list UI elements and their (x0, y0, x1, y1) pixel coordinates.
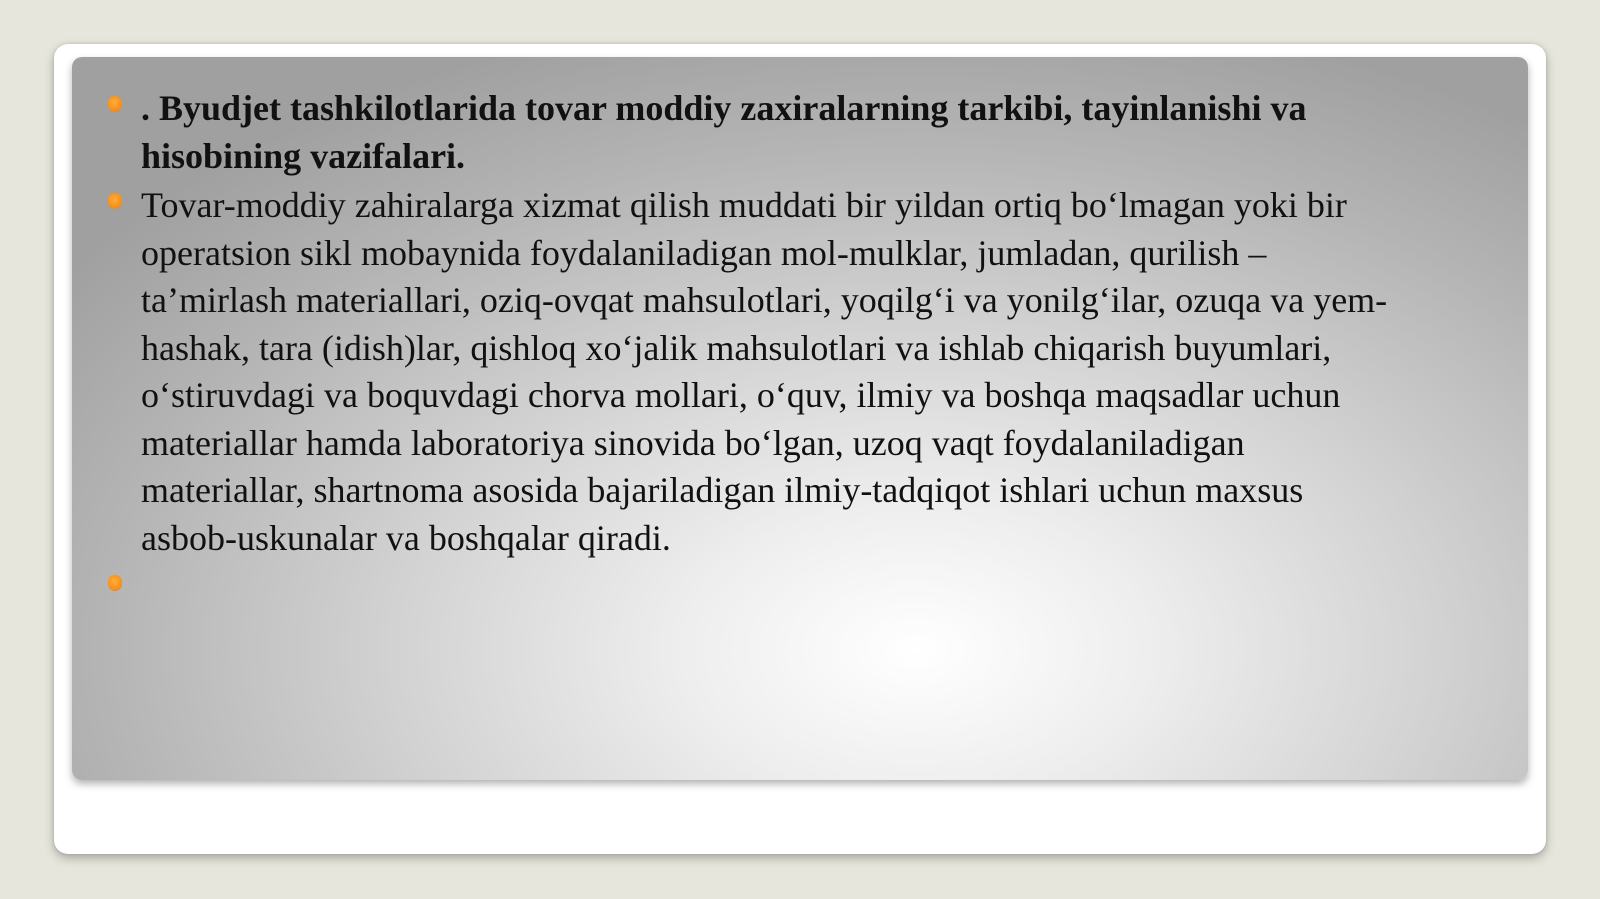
bullet-icon (108, 575, 122, 591)
content-panel (72, 57, 1528, 780)
heading-text: . Byudjet tashkilotlarida tovar moddiy zaxiralarning tarkibi, tayinlanishi va hisobining vazifalari. (141, 88, 1307, 176)
body-text: Tovar-moddiy zahiralarga xizmat qilish muddati bir yildan ortiq bo‘lmagan yoki bir operatsion sikl mobaynida foydalaniladigan mol-mulklar, jumladan, qurilish – ta’mirlash materiallari, oziq-ovqat mahsulotlari, yoqilg‘i va yonilg‘ilar, ozuqa va yem-hashak, tara (idish)lar, qishloq xo‘jalik mahsulotlari va ishlab chiqarish buyumlari, o‘stiruvdagi va boquvdagi chorva mollari, o‘quv, ilmiy va boshqa maqsadlar uchun materiallar hamda laboratoriya sinovida bo‘lgan, uzoq vaqt foydalaniladigan materiallar, shartnoma asosida bajariladigan ilmiy-tadqiqot ishlari uchun maxsus asbob-uskunalar va boshqalar qiradi. (141, 185, 1388, 558)
bullet-icon (108, 193, 122, 209)
bullet-item-body (108, 182, 1388, 562)
slide-frame (54, 44, 1546, 854)
bullet-item-heading (108, 85, 1388, 180)
bullet-item-empty (108, 564, 1388, 612)
bullet-list (108, 85, 1388, 614)
bullet-icon (108, 96, 122, 112)
